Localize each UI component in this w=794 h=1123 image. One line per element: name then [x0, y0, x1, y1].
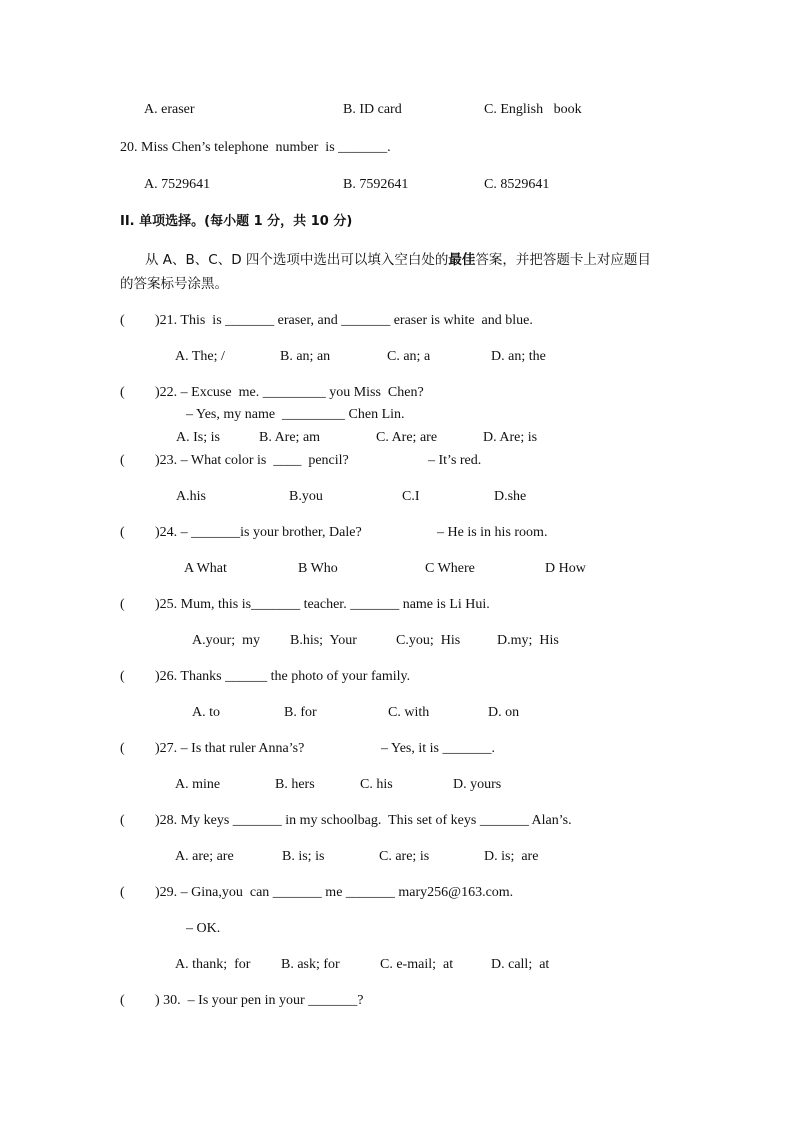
q24-option-d: D How: [545, 561, 586, 576]
q24-reply: – He is in his room.: [437, 525, 548, 540]
q24-option-b: B Who: [298, 561, 338, 576]
q29-stem-reply: – OK.: [186, 921, 221, 936]
q21-paren: (: [120, 313, 125, 328]
q23-option-a: A.his: [176, 489, 206, 504]
q21-option-d: D. an; the: [491, 349, 546, 364]
q23-paren: (: [120, 453, 125, 468]
instruction-emphasis: 最佳: [448, 252, 476, 268]
q28-option-c: C. are; is: [379, 849, 430, 864]
q27-option-c: C. his: [360, 777, 393, 792]
q30-stem: ) 30. – Is your pen in your _______?: [155, 993, 364, 1008]
q29-option-d: D. call; at: [491, 957, 550, 972]
q23-reply: – It’s red.: [428, 453, 482, 468]
q26-paren: (: [120, 669, 125, 684]
section-title: II. 单项选择。(每小题 1 分，共 10 分): [120, 214, 353, 229]
q22-paren: (: [120, 385, 125, 400]
q25-option-b: B.his; Your: [290, 633, 357, 648]
instruction-text-post: 答案，并把答题卡上对应题目: [475, 252, 651, 268]
q26-option-b: B. for: [284, 705, 317, 720]
q28-option-d: D. is; are: [484, 849, 539, 864]
q29-stem: )29. – Gina,you can _______ me _______ mary256@163.com.: [155, 885, 514, 900]
q20-stem: 20. Miss Chen’s telephone number is _______.: [120, 140, 391, 155]
q29-paren: (: [120, 885, 125, 900]
q25-stem: )25. Mum, this is_______ teacher. _______ name is Li Hui.: [155, 597, 490, 612]
q28-option-b: B. is; is: [282, 849, 325, 864]
q23-option-c: C.I: [402, 489, 420, 504]
q24-paren: (: [120, 525, 125, 540]
q28-paren: (: [120, 813, 125, 828]
q22-stem-reply: – Yes, my name _________ Chen Lin.: [186, 407, 405, 422]
section-instruction-line1: [145, 251, 651, 269]
q27-option-b: B. hers: [275, 777, 315, 792]
q22-option-a: A. Is; is: [176, 430, 220, 445]
q25-option-a: A.your; my: [192, 633, 261, 648]
q23-stem: )23. – What color is ____ pencil?: [155, 453, 349, 468]
q25-paren: (: [120, 597, 125, 612]
q21-option-a: A. The; /: [175, 349, 225, 364]
q29-option-b: B. ask; for: [281, 957, 340, 972]
q22-option-c: C. Are; are: [376, 430, 438, 445]
q21-option-c: C. an; a: [387, 349, 431, 364]
q24-option-a: A What: [184, 561, 227, 576]
q27-reply: – Yes, it is _______.: [381, 741, 495, 756]
q26-option-d: D. on: [488, 705, 520, 720]
instruction-text-pre: 从 A、B、C、D 四个选项中选出可以填入空白处的: [145, 252, 449, 268]
q22-option-b: B. Are; am: [259, 430, 321, 445]
q27-option-d: D. yours: [453, 777, 502, 792]
q20-option-b: B. 7592641: [343, 177, 409, 192]
q24-stem: )24. – _______is your brother, Dale?: [155, 525, 362, 540]
q25-option-d: D.my; His: [497, 633, 559, 648]
q28-stem: )28. My keys _______ in my schoolbag. This set of keys _______ Alan’s.: [155, 813, 572, 828]
q20-option-c: C. 8529641: [484, 177, 550, 192]
q19-option-c: C. English book: [484, 102, 582, 117]
q26-stem: )26. Thanks ______ the photo of your family.: [155, 669, 411, 684]
q29-option-c: C. e-mail; at: [380, 957, 454, 972]
q19-option-a: A. eraser: [144, 102, 195, 117]
q29-option-a: A. thank; for: [175, 957, 251, 972]
section-instruction-line2: 的答案标号涂黑。: [120, 276, 228, 292]
q21-stem: )21. This is _______ eraser, and _______ eraser is white and blue.: [155, 313, 533, 328]
q28-option-a: A. are; are: [175, 849, 234, 864]
q21-option-b: B. an; an: [280, 349, 331, 364]
q22-option-d: D. Are; is: [483, 430, 538, 445]
q23-option-d: D.she: [494, 489, 527, 504]
q30-paren: (: [120, 993, 125, 1008]
q19-option-b: B. ID card: [343, 102, 402, 117]
q25-option-c: C.you; His: [396, 633, 461, 648]
q27-stem: )27. – Is that ruler Anna’s?: [155, 741, 305, 756]
q20-option-a: A. 7529641: [144, 177, 211, 192]
q27-option-a: A. mine: [175, 777, 221, 792]
q26-option-a: A. to: [192, 705, 220, 720]
q22-stem: )22. – Excuse me. _________ you Miss Chen?: [155, 385, 424, 400]
q23-option-b: B.you: [289, 489, 323, 504]
q24-option-c: C Where: [425, 561, 475, 576]
q27-paren: (: [120, 741, 125, 756]
q26-option-c: C. with: [388, 705, 430, 720]
